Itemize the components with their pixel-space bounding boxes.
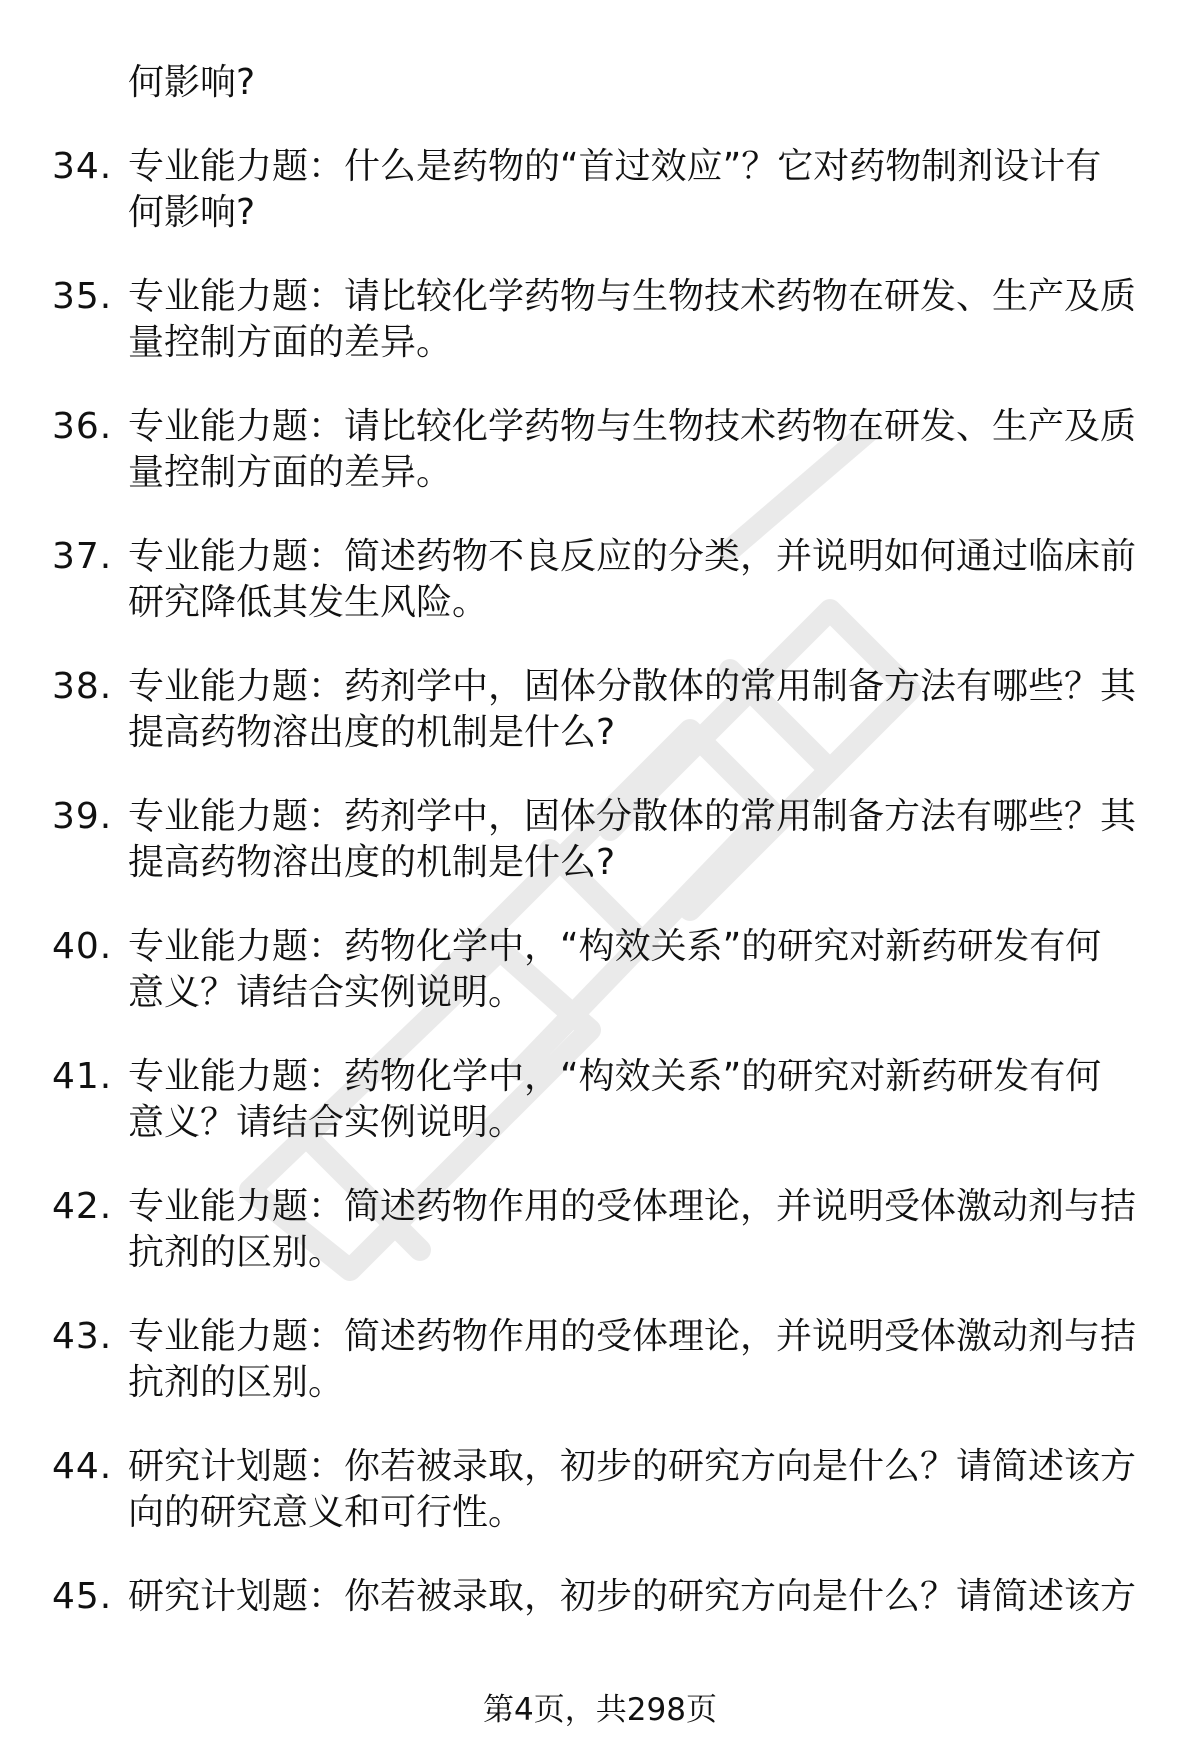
question-item [52, 534, 1152, 626]
question-text-continued: 向的研究意义和可行性。 [128, 1492, 525, 1533]
question-text: 专业能力题：简述药物作用的受体理论，并说明受体激动剂与拮 [128, 1186, 1137, 1227]
question-text-continued: 意义？请结合实例说明。 [128, 1102, 525, 1143]
question-number: 39. [52, 796, 113, 837]
question-item [52, 664, 1152, 756]
question-text-continued: 量控制方面的差异。 [128, 452, 453, 493]
question-list [52, 60, 1152, 1620]
question-number: 36. [52, 406, 113, 447]
question-text: 专业能力题：简述药物不良反应的分类，并说明如何通过临床前 [128, 536, 1137, 577]
question-number: 35. [52, 276, 113, 317]
question-text-continued: 何影响? [128, 192, 256, 233]
question-item [52, 1444, 1152, 1536]
question-item [52, 1574, 1152, 1620]
question-text-continued: 意义？请结合实例说明。 [128, 972, 525, 1013]
carried-over-line: 何影响? [128, 62, 256, 103]
question-text: 专业能力题：药剂学中，固体分散体的常用制备方法有哪些？其 [128, 666, 1137, 707]
question-text: 专业能力题：请比较化学药物与生物技术药物在研发、生产及质 [128, 276, 1137, 317]
question-item [52, 404, 1152, 496]
question-number: 42. [52, 1186, 113, 1227]
question-text: 研究计划题：你若被录取，初步的研究方向是什么？请简述该方 [128, 1576, 1137, 1617]
question-number: 43. [52, 1316, 113, 1357]
question-item [52, 1054, 1152, 1146]
question-text-continued: 量控制方面的差异。 [128, 322, 453, 363]
question-text: 专业能力题：药剂学中，固体分散体的常用制备方法有哪些？其 [128, 796, 1137, 837]
question-text: 专业能力题：什么是药物的“首过效应”？它对药物制剂设计有 [128, 146, 1102, 187]
question-number: 41. [52, 1056, 113, 1097]
question-item [52, 144, 1152, 236]
question-item [52, 274, 1152, 366]
question-text: 研究计划题：你若被录取，初步的研究方向是什么？请简述该方 [128, 1446, 1137, 1487]
question-item [52, 794, 1152, 886]
page-footer: 第4页，共298页 [483, 1692, 717, 1728]
question-text-continued: 抗剂的区别。 [128, 1232, 345, 1273]
question-item [52, 924, 1152, 1016]
question-number: 38. [52, 666, 113, 707]
question-text: 专业能力题：药物化学中，“构效关系”的研究对新药研发有何 [128, 1056, 1102, 1097]
question-number: 45. [52, 1576, 113, 1617]
question-text-continued: 抗剂的区别。 [128, 1362, 345, 1403]
question-item [52, 1314, 1152, 1406]
question-item [52, 1184, 1152, 1276]
question-number: 34. [52, 146, 113, 187]
question-text: 专业能力题：药物化学中，“构效关系”的研究对新药研发有何 [128, 926, 1102, 967]
question-text-continued: 提高药物溶出度的机制是什么? [128, 842, 616, 883]
question-text: 专业能力题：请比较化学药物与生物技术药物在研发、生产及质 [128, 406, 1137, 447]
question-number: 44. [52, 1446, 113, 1487]
question-text-continued: 研究降低其发生风险。 [128, 582, 489, 623]
question-number: 37. [52, 536, 113, 577]
question-number: 40. [52, 926, 113, 967]
question-text-continued: 提高药物溶出度的机制是什么? [128, 712, 616, 753]
question-text: 专业能力题：简述药物作用的受体理论，并说明受体激动剂与拮 [128, 1316, 1137, 1357]
